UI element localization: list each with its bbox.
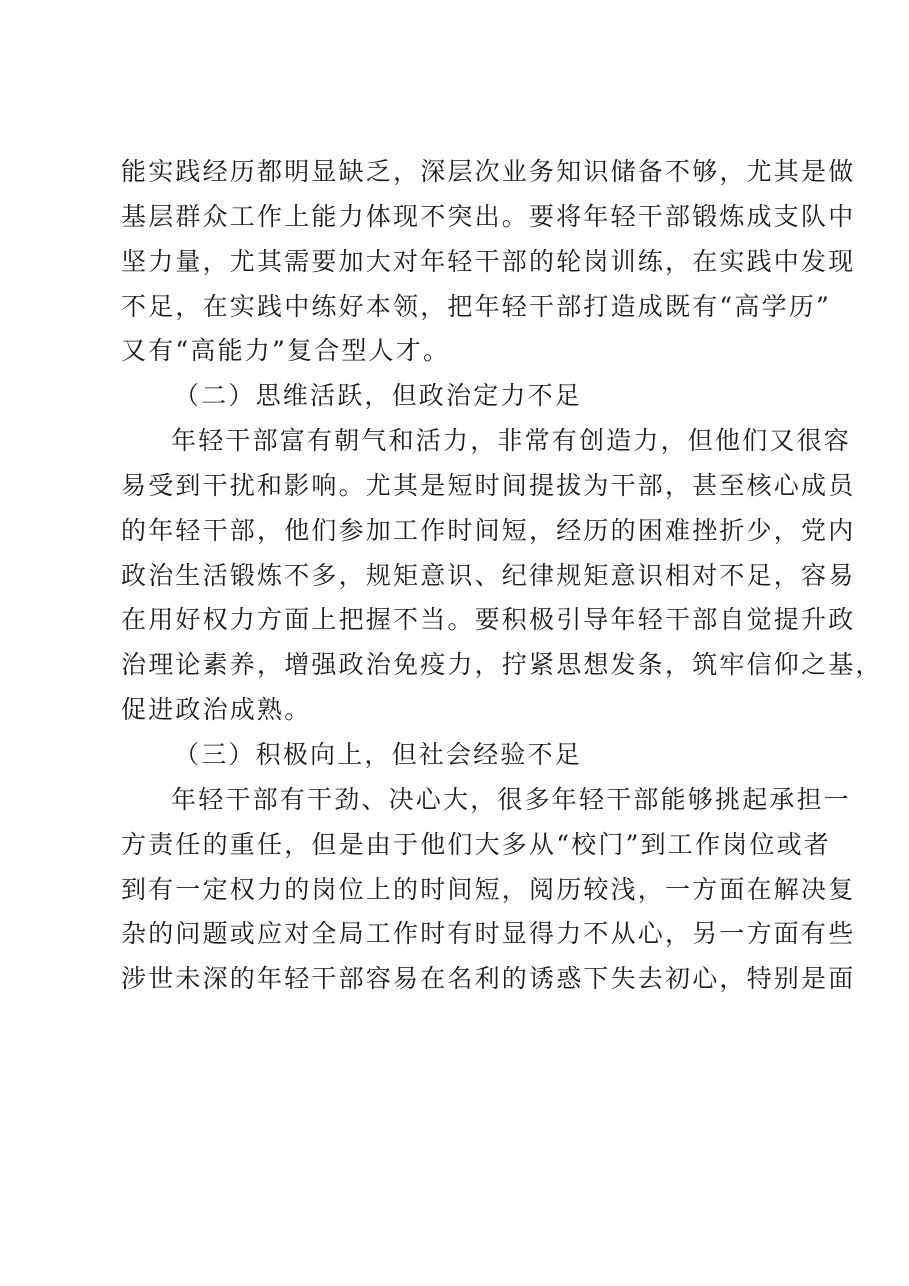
section-heading: （三）积极向上，但社会经验不足 — [174, 739, 583, 769]
paragraph-line: 不足，在实践中练好本领，把年轻干部打造成既有“高学历” — [121, 291, 831, 321]
paragraph-line: 涉世未深的年轻干部容易在名利的诱惑下失去初心，特别是面 — [121, 964, 856, 994]
document-body — [121, 150, 883, 1002]
paragraph-line: 易受到干扰和影响。尤其是短时间提拔为干部，甚至核心成员 — [121, 470, 856, 500]
paragraph-line: 能实践经历都明显缺乏，深层次业务知识储备不够，尤其是做 — [121, 157, 856, 186]
paragraph-line: 在用好权力方面上把握不当。要积极引导年轻干部自觉提升政 — [121, 605, 856, 635]
paragraph-line: 政治生活锻炼不多，规矩意识、纪律规矩意识相对不足，容易 — [121, 560, 856, 590]
paragraph-line: 年轻干部有干劲、决心大，很多年轻干部能够挑起承担一 — [171, 784, 852, 814]
paragraph-line: 到有一定权力的岗位上的时间短，阅历较浅，一方面在解决复 — [121, 874, 856, 904]
paragraph-line: 方责任的重任，但是由于他们大多从“校门”到工作岗位或者 — [121, 829, 831, 859]
paragraph-line: 杂的问题或应对全局工作时有时显得力不从心，另一方面有些 — [121, 919, 856, 949]
paragraph-line: 坚力量，尤其需要加大对年轻干部的轮岗训练，在实践中发现 — [121, 246, 856, 276]
paragraph-line: 基层群众工作上能力体现不突出。要将年轻干部锻炼成支队中 — [121, 201, 856, 231]
paragraph-line: 年轻干部富有朝气和活力，非常有创造力，但他们又很容 — [171, 426, 852, 456]
paragraph-line: 促进政治成熟。 — [121, 695, 312, 725]
paragraph-line: 治理论素养，增强政治免疫力，拧紧思想发条，筑牢信仰之基， — [121, 650, 883, 680]
paragraph-line: 又有“高能力”复合型人才。 — [121, 336, 451, 366]
section-heading: （二）思维活跃，但政治定力不足 — [174, 381, 583, 411]
paragraph-line: 的年轻干部，他们参加工作时间短，经历的困难挫折少，党内 — [121, 515, 856, 545]
